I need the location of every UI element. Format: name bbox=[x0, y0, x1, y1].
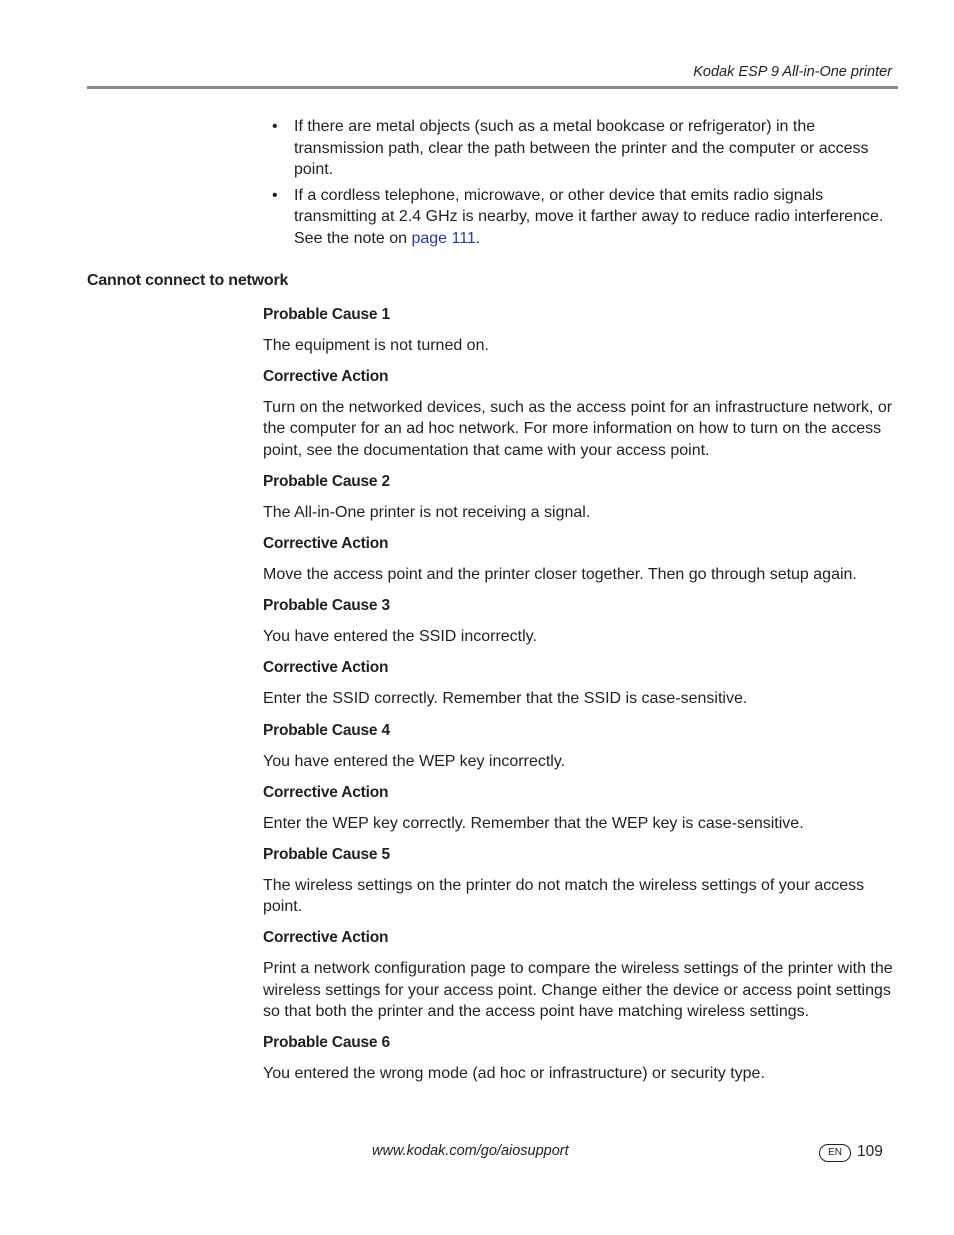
bullet-item bbox=[263, 116, 903, 181]
cause-text: The equipment is not turned on. bbox=[263, 337, 489, 354]
bullet-text-end: . bbox=[475, 229, 481, 247]
action-text: Turn on the networked devices, such as the access point for an infrastructure network, or the computer for an ad hoc network. For more information on how to turn on the access point, see the documentation that came with your access point. bbox=[263, 399, 893, 459]
header-title: Kodak ESP 9 All-in-One printer bbox=[693, 64, 892, 80]
cause-block bbox=[263, 844, 903, 1022]
troubleshooting-content bbox=[263, 304, 903, 1094]
cause-label: Probable Cause 6 bbox=[263, 1034, 390, 1052]
cause-text: The wireless settings on the printer do not match the wireless settings of your access point. bbox=[263, 877, 865, 916]
cause-label: Probable Cause 5 bbox=[263, 846, 390, 864]
action-text: Enter the SSID correctly. Remember that the SSID is case-sensitive. bbox=[263, 690, 748, 708]
action-label: Corrective Action bbox=[263, 368, 389, 386]
cause-block bbox=[263, 720, 903, 834]
page-link[interactable]: page 111 bbox=[411, 229, 476, 247]
action-text: Print a network configuration page to compare the wireless settings of the printer with the wireless settings for your access point. Change either the device or access point settings so that both the printer and the access point have matching wireless settings. bbox=[263, 960, 893, 1020]
cause-text: You have entered the SSID incorrectly. bbox=[263, 628, 537, 646]
footer-page-info bbox=[819, 1142, 883, 1162]
language-badge: EN bbox=[819, 1144, 851, 1162]
bullet-text: If there are metal objects (such as a metal bookcase or refrigerator) in the transmission path, clear the path between the printer and the computer or access point. bbox=[294, 118, 869, 178]
bullet-dot-icon: • bbox=[272, 118, 278, 135]
page-number: 109 bbox=[857, 1143, 883, 1160]
cause-label: Probable Cause 4 bbox=[263, 721, 390, 739]
action-label: Corrective Action bbox=[263, 929, 389, 947]
footer-url: www.kodak.com/go/aiosupport bbox=[372, 1143, 569, 1159]
action-text: Move the access point and the printer closer together. Then go through setup again. bbox=[263, 566, 857, 584]
bullet-dot-icon: • bbox=[272, 186, 278, 204]
cause-block bbox=[263, 304, 903, 461]
section-heading: Cannot connect to network bbox=[87, 272, 289, 289]
bullet-item bbox=[263, 185, 903, 250]
cause-text: You entered the wrong mode (ad hoc or infrastructure) or security type. bbox=[263, 1065, 765, 1083]
cause-block bbox=[263, 595, 903, 709]
bullet-text: If a cordless telephone, microwave, or other device that emits radio signals transmitting at 2.4 GHz is nearby, move it farther away to reduce radio interference. See the note on bbox=[294, 186, 884, 247]
cause-text: You have entered the WEP key incorrectly. bbox=[263, 752, 566, 770]
cause-block bbox=[263, 471, 903, 585]
cause-label: Probable Cause 3 bbox=[263, 597, 390, 615]
cause-block bbox=[263, 1032, 903, 1084]
action-label: Corrective Action bbox=[263, 659, 389, 677]
cause-text: The All-in-One printer is not receiving a signal. bbox=[263, 503, 591, 521]
action-label: Corrective Action bbox=[263, 535, 389, 553]
cause-label: Probable Cause 2 bbox=[263, 472, 390, 490]
action-label: Corrective Action bbox=[263, 783, 389, 801]
header-rule bbox=[87, 86, 898, 89]
cause-label: Probable Cause 1 bbox=[263, 306, 390, 323]
bullet-list bbox=[263, 116, 903, 253]
action-text: Enter the WEP key correctly. Remember that the WEP key is case-sensitive. bbox=[263, 814, 804, 832]
